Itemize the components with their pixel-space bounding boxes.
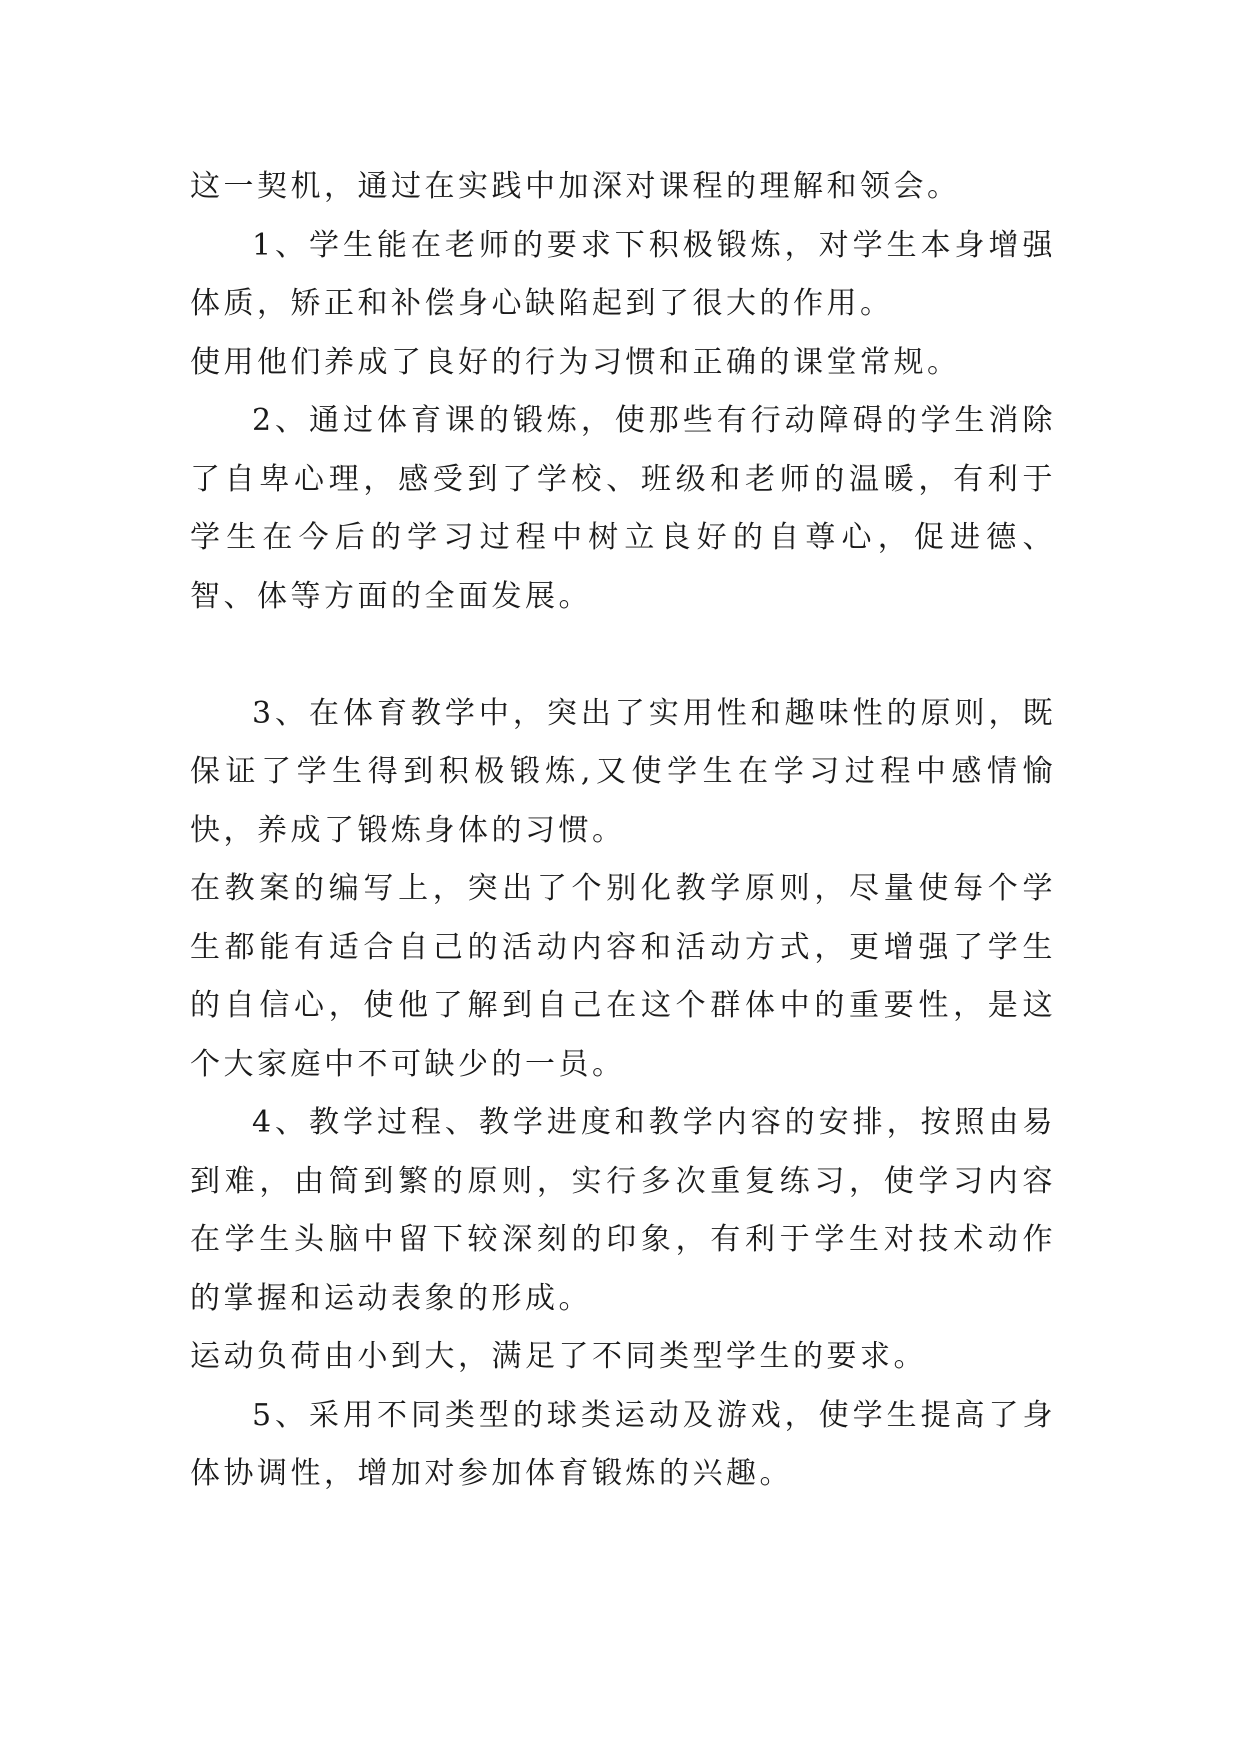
paragraph-item-1: 1、学生能在老师的要求下积极锻炼，对学生本身增强体质，矫正和补偿身心缺陷起到了很大的作用。 xyxy=(190,227,1056,321)
paragraph-item-3-followup: 在教案的编写上，突出了个别化教学原则，尽量使每个学生都能有适合自己的活动内容和活动方式，更增强了学生的自信心，使他了解到自己在这个群体中的重要性，是这个大家庭中不可缺少的一员。 xyxy=(190,871,1056,1082)
paragraph-item-1-followup: 使用他们养成了良好的行为习惯和正确的课堂常规。 xyxy=(190,344,961,380)
paragraph-item-5: 5、采用不同类型的球类运动及游戏，使学生提高了身体协调性，增加对参加体育锻炼的兴趣。 xyxy=(190,1397,1056,1491)
paragraph-item-4: 4、教学过程、教学进度和教学内容的安排，按照由易到难，由简到繁的原则，实行多次重复练习，使学习内容在学生头脑中留下较深刻的印象，有利于学生对技术动作的掌握和运动表象的形成。 xyxy=(190,1105,1056,1316)
paragraph-spacer xyxy=(190,626,1056,685)
paragraph-continuation: 这一契机，通过在实践中加深对课程的理解和领会。 xyxy=(190,169,961,204)
paragraph-item-2: 2、通过体育课的锻炼，使那些有行动障碍的学生消除了自卑心理，感受到了学校、班级和老师的温暖，有利于学生在今后的学习过程中树立良好的自尊心，促进德、智、体等方面的全面发展。 xyxy=(190,403,1056,614)
paragraph-item-3: 3、在体育教学中，突出了实用性和趣味性的原则，既保证了学生得到积极锻炼,又使学生在学习过程中感情愉快，养成了锻炼身体的习惯。 xyxy=(190,695,1056,848)
document-body xyxy=(190,158,1056,1504)
paragraph-item-4-followup: 运动负荷由小到大，满足了不同类型学生的要求。 xyxy=(190,1339,927,1374)
